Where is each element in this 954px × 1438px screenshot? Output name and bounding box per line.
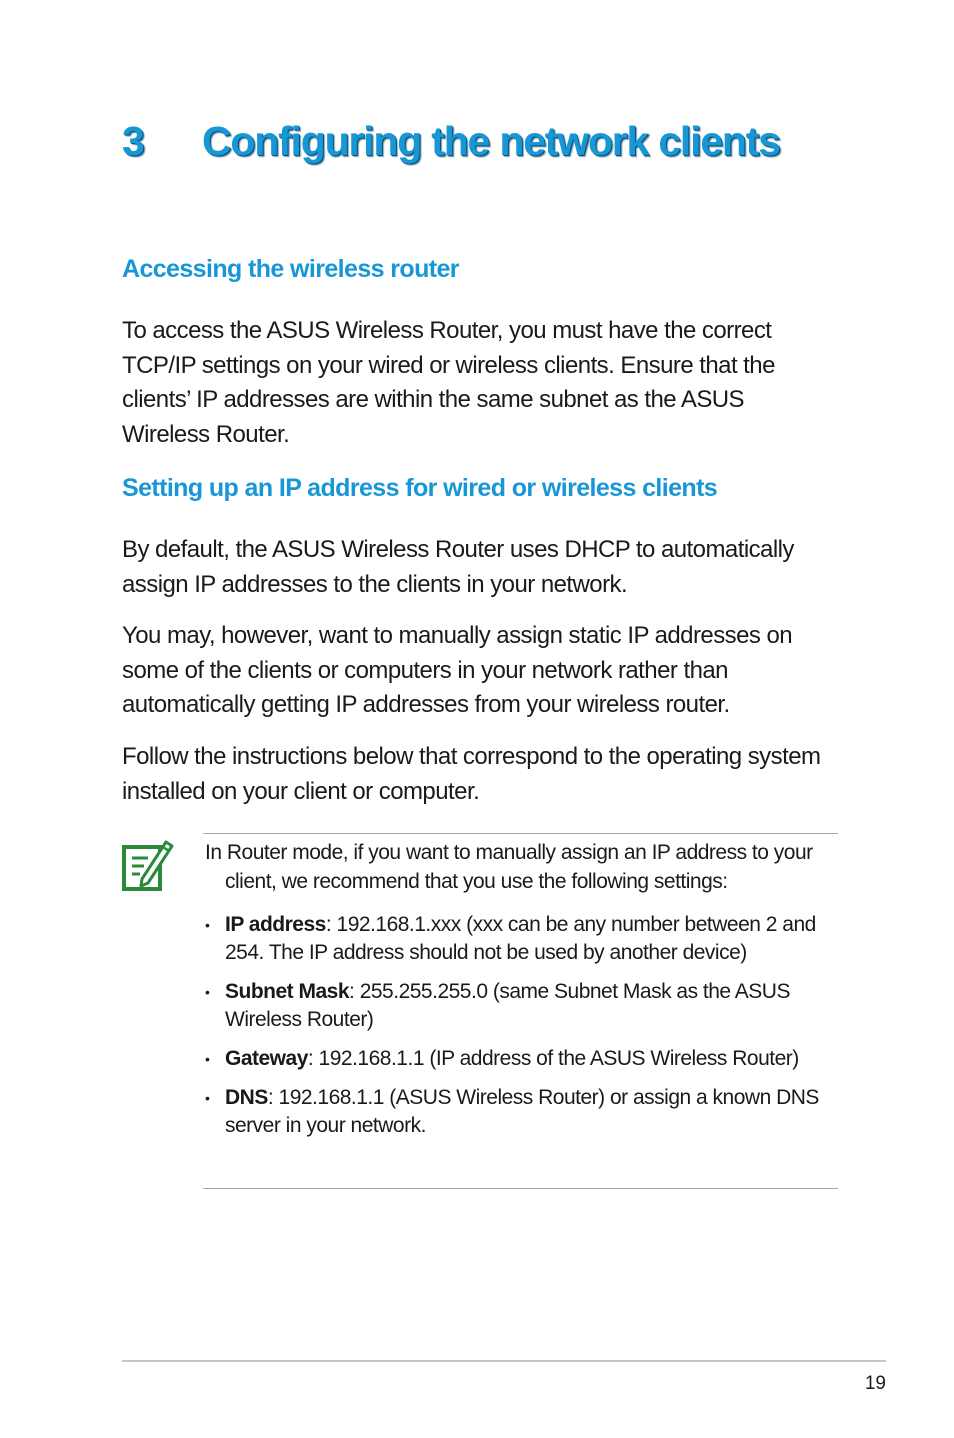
chapter-title (122, 118, 780, 165)
note-intro: In Router mode, if you want to manually assign an IP address to your client, we recommend that you use the following settings: (205, 841, 813, 893)
note-term: DNS (225, 1086, 268, 1109)
note-item-subnet-mask (205, 978, 841, 1034)
section-heading-setting-up-ip: Setting up an IP address for wired or wireless clients (122, 474, 718, 502)
note-text: : 192.168.1.1 (ASUS Wireless Router) or assign a known DNS server in your network. (225, 1086, 819, 1137)
paragraph-follow-instructions: Follow the instructions below that correspond to the operating system installed on your client or computer. (122, 743, 821, 805)
bullet-icon: • (205, 917, 210, 933)
footer-rule (122, 1360, 886, 1362)
note-bottom-rule (203, 1188, 838, 1189)
note-box (205, 838, 841, 1151)
note-item-dns (205, 1084, 841, 1140)
bullet-icon: • (205, 984, 210, 1000)
bullet-icon: • (205, 1051, 210, 1067)
note-term: IP address (225, 913, 326, 936)
note-item-gateway (205, 1045, 841, 1073)
paragraph-accessing: To access the ASUS Wireless Router, you must have the correct TCP/IP settings on your wired or wireless clients. Ensure that the clients’ IP addresses are within the same subnet as the ASUS Wireless Router. (122, 317, 775, 449)
note-settings-list (205, 911, 841, 1140)
paragraph-manual-assign: You may, however, want to manually assign static IP addresses on some of the clients or computers in your network rather than automatically getting IP addresses from your wireless router. (122, 622, 793, 719)
note-term: Subnet Mask (225, 980, 350, 1003)
note-item-ip-address (205, 911, 841, 967)
note-text: : 255.255.255.0 (same Subnet Mask as the ASUS Wireless Router) (225, 980, 790, 1031)
note-text: : 192.168.1.1 (IP address of the ASUS Wireless Router) (307, 1047, 799, 1070)
chapter-number: 3 (122, 118, 144, 164)
page-number: 19 (864, 1373, 886, 1394)
note-top-rule (203, 833, 838, 834)
section-heading-accessing: Accessing the wireless router (122, 255, 459, 283)
note-text: : 192.168.1.xxx (xxx can be any number between 2 and 254. The IP address should not be used by another device) (225, 913, 816, 964)
note-term: Gateway (225, 1047, 308, 1070)
bullet-icon: • (205, 1090, 210, 1106)
note-pencil-icon (120, 836, 174, 892)
chapter-title-text: Configuring the network clients (202, 118, 780, 164)
paragraph-default-dhcp: By default, the ASUS Wireless Router uses DHCP to automatically assign IP addresses to the clients in your network. (122, 536, 794, 598)
